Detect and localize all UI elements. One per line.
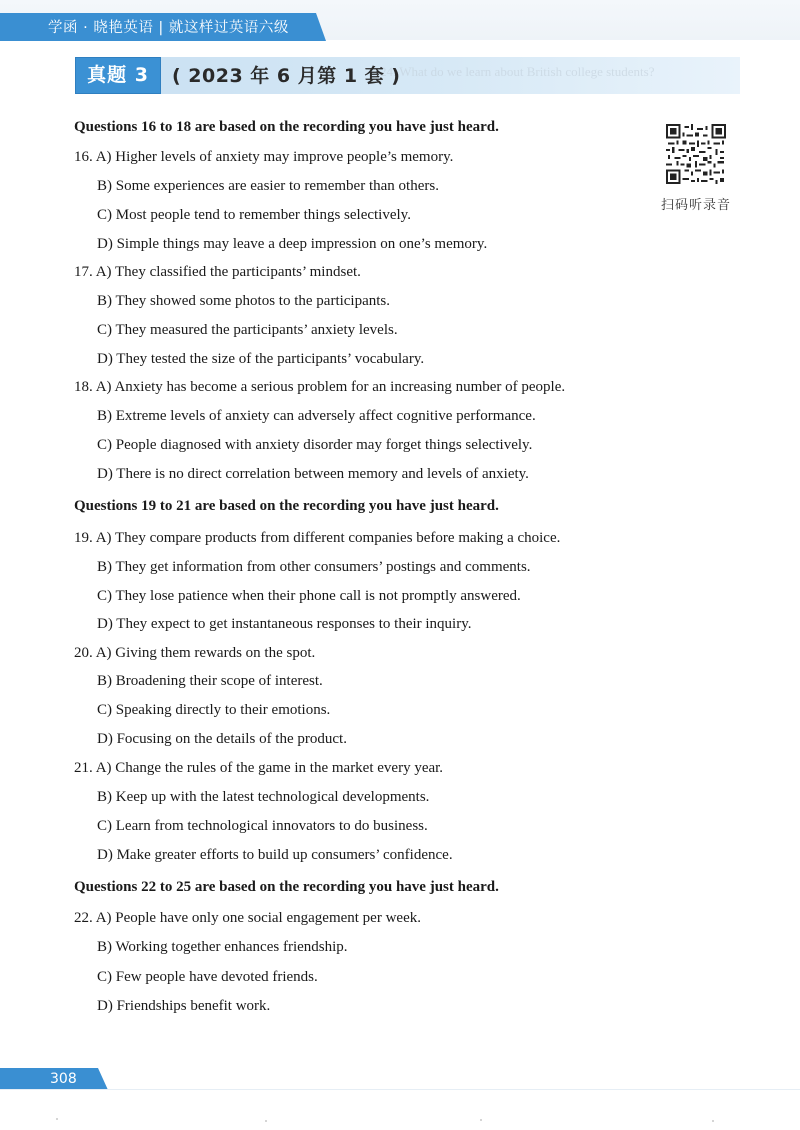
option-b: B) Broadening their scope of interest. [97, 673, 323, 689]
exam-title: ( 2023 年 6 月第 1 套 ) [172, 65, 401, 87]
page-number: 308 [50, 1071, 77, 1087]
question-number: 17. [74, 264, 93, 280]
option-b: B) Some experiences are easier to remember than others. [97, 178, 439, 194]
option-a: A) They compare products from different companies before making a choice. [95, 530, 561, 546]
option-c: C) They measured the participants’ anxiety levels. [97, 322, 398, 338]
option-c: C) Speaking directly to their emotions. [97, 702, 331, 718]
option-a: A) They classified the participants’ mindset. [95, 264, 361, 280]
question-17 [74, 262, 361, 282]
option-d: D) They expect to get instantaneous responses to their inquiry. [97, 616, 472, 632]
exam-badge: 真题 3 [75, 57, 161, 94]
question-19 [74, 528, 560, 548]
question-number: 21. [74, 760, 93, 776]
question-number: 19. [74, 530, 93, 546]
option-d: D) Make greater efforts to build up consumers’ confidence. [97, 847, 453, 863]
scan-speck [56, 1118, 58, 1120]
option-b: B) They get information from other consumers’ postings and comments. [97, 559, 531, 575]
option-d: D) They tested the size of the participants’ vocabulary. [97, 351, 425, 367]
question-16 [74, 147, 453, 167]
option-d: D) Friendships benefit work. [97, 998, 271, 1014]
scan-speck [265, 1120, 267, 1122]
question-number: 20. [74, 645, 93, 661]
option-c: C) Learn from technological innovators to do business. [97, 818, 428, 834]
option-c: C) People diagnosed with anxiety disorder may forget things selectively. [97, 437, 533, 453]
option-b: B) Working together enhances friendship. [97, 939, 348, 955]
option-c: C) They lose patience when their phone call is not promptly answered. [97, 588, 521, 604]
book-title: 学函 · 晓艳英语 | 就这样过英语六级 [48, 20, 289, 36]
option-a: A) Change the rules of the game in the market every year. [95, 760, 444, 776]
option-c: C) Few people have devoted friends. [97, 969, 318, 985]
question-number: 16. [74, 149, 93, 165]
question-18 [74, 377, 565, 397]
option-c: C) Most people tend to remember things selectively. [97, 207, 411, 223]
question-21 [74, 758, 443, 778]
question-number: 18. [74, 379, 93, 395]
qr-code-icon[interactable] [666, 124, 726, 184]
option-b: B) Extreme levels of anxiety can adversely affect cognitive performance. [97, 408, 536, 424]
option-d: D) Focusing on the details of the product. [97, 731, 347, 747]
question-20 [74, 643, 315, 663]
option-d: D) There is no direct correlation between memory and levels of anxiety. [97, 466, 529, 482]
option-d: D) Simple things may leave a deep impression on one’s memory. [97, 236, 488, 252]
section-heading: Questions 19 to 21 are based on the recording you have just heard. [74, 498, 499, 514]
qr-caption: 扫码听录音 [660, 198, 731, 213]
scan-speck [712, 1120, 714, 1122]
question-22 [74, 908, 421, 928]
bleed-through-text: 24. What do we learn about British college students? [380, 64, 655, 79]
footer-divider [0, 1089, 800, 1090]
option-a: A) Higher levels of anxiety may improve people’s memory. [95, 149, 454, 165]
option-b: B) They showed some photos to the participants. [97, 293, 391, 309]
option-a: A) Anxiety has become a serious problem for an increasing number of people. [95, 379, 566, 395]
option-b: B) Keep up with the latest technological developments. [97, 789, 430, 805]
option-a: A) Giving them rewards on the spot. [95, 645, 316, 661]
section-heading: Questions 22 to 25 are based on the recording you have just heard. [74, 879, 499, 895]
section-heading: Questions 16 to 18 are based on the recording you have just heard. [74, 119, 499, 135]
scan-speck [480, 1119, 482, 1121]
question-number: 22. [74, 910, 93, 926]
option-a: A) People have only one social engagement per week. [95, 910, 421, 926]
